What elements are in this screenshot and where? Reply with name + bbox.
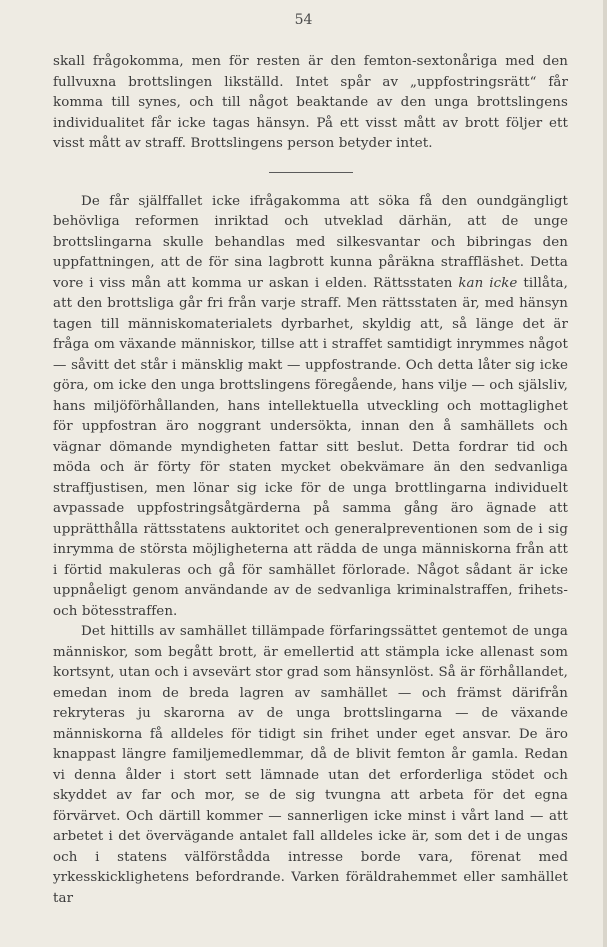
paragraph-forfaringssattet: Det hittills av samhället tillämpade förfaringssättet gentemot de unga människor, som begått brott, är emellertid att stämpla icke allenast som kortsynt, utan och i avsevärt stor grad som hänsynlöst. Så är förhållandet, emedan inom de breda lagren av samhället — och främst därifrån rekryteras ju skarorna av de unga brottslingarna — de växande människorna få alldeles för tidigt sin frihet under eget ansvar. De äro knappast längre familjemedlemmar, då de blivit femton år gamla. Redan vi denna ålder i stort sett lämnade utan det erforderliga stödet och skyddet av far och mor, se de sig tvungna att arbeta för det egna förvärvet. Och därtill kommer — sannerligen icke minst i vårt land — att arbetet i det övervägande antalet fall alldeles icke är, som det i de ungas och i statens välförstådda intresse borde vara, förenat med yrkesskicklighetens befordrande. Varken föräldrahemmet eller samhället tar	[53, 624, 568, 906]
paragraph-continuation: skall frågokomma, men för resten är den femton-sextonåriga med den fullvuxna brottslingen likställd. Intet spår av „uppfostringsrätt“ får komma till synes, och till något beaktande av den unga brottslingens individualitet får icke tagas hänsyn. På ett visst mått av brott följer ett visst mått av straff. Brottslingens person betyder intet.	[53, 54, 568, 151]
paragraph-text-before-emphasis: De får själffallet icke ifrågakomma att söka få den oundgängligt behövliga reformen inriktad och utveklad därhän, att de unge brottslingarna skulle behandlas med silkesvantar och bibringas den uppfattningen, att de för sina lagbrott kunna påräkna straffläshet. Detta vore i viss mån att komma ur askan i elden. Rättsstaten	[53, 193, 568, 291]
paragraph-text-after-emphasis: tillåta, att den brottsliga går fri från varje straff. Men rättsstaten är, med hänsyn tagen till människomaterialets dyrbarhet, skyldig att, så länge det är fråga om växande människor, tillse att i straffet samtidigt inrymmes något — såvitt det står i mänsklig makt — uppfostrande. Och detta låter sig icke göra, om icke den unga brottslingens föregående, hans vilje — och själsliv, hans miljöförhållanden, hans intellektuella utveckling och mottaglighet för uppfostran äro noggrant undersökta, innan den å samhällets och vägnar dömande myndigheten fattar sitt beslut. Detta fordrar tid och möda och är förty för staten mycket obekvämare än den sedvanliga straffjustisen, men lönar sig icke för de unga brottlingarna individuelt avpassade uppfostringsåtgärderna på samma gång äro ägnade att upprätthålla rättsstatens auktoritet och generalpreventionen som de i sig inrymma de största möjligheterna att rädda de unga människorna från att i förtid makuleras och gå för samhället förlorade. Något sådant är icke uppnåeligt genom användande av de sedvanliga kriminalstraffen, frihets- och bötesstraffen.	[53, 275, 568, 619]
page-edge-shadow	[603, 0, 607, 947]
paragraph-rattsstaten	[53, 192, 568, 623]
emphasis-kan-icke: kan icke	[458, 275, 518, 291]
page-number: 54	[294, 12, 313, 28]
page-body	[53, 52, 568, 909]
section-divider	[269, 172, 353, 173]
